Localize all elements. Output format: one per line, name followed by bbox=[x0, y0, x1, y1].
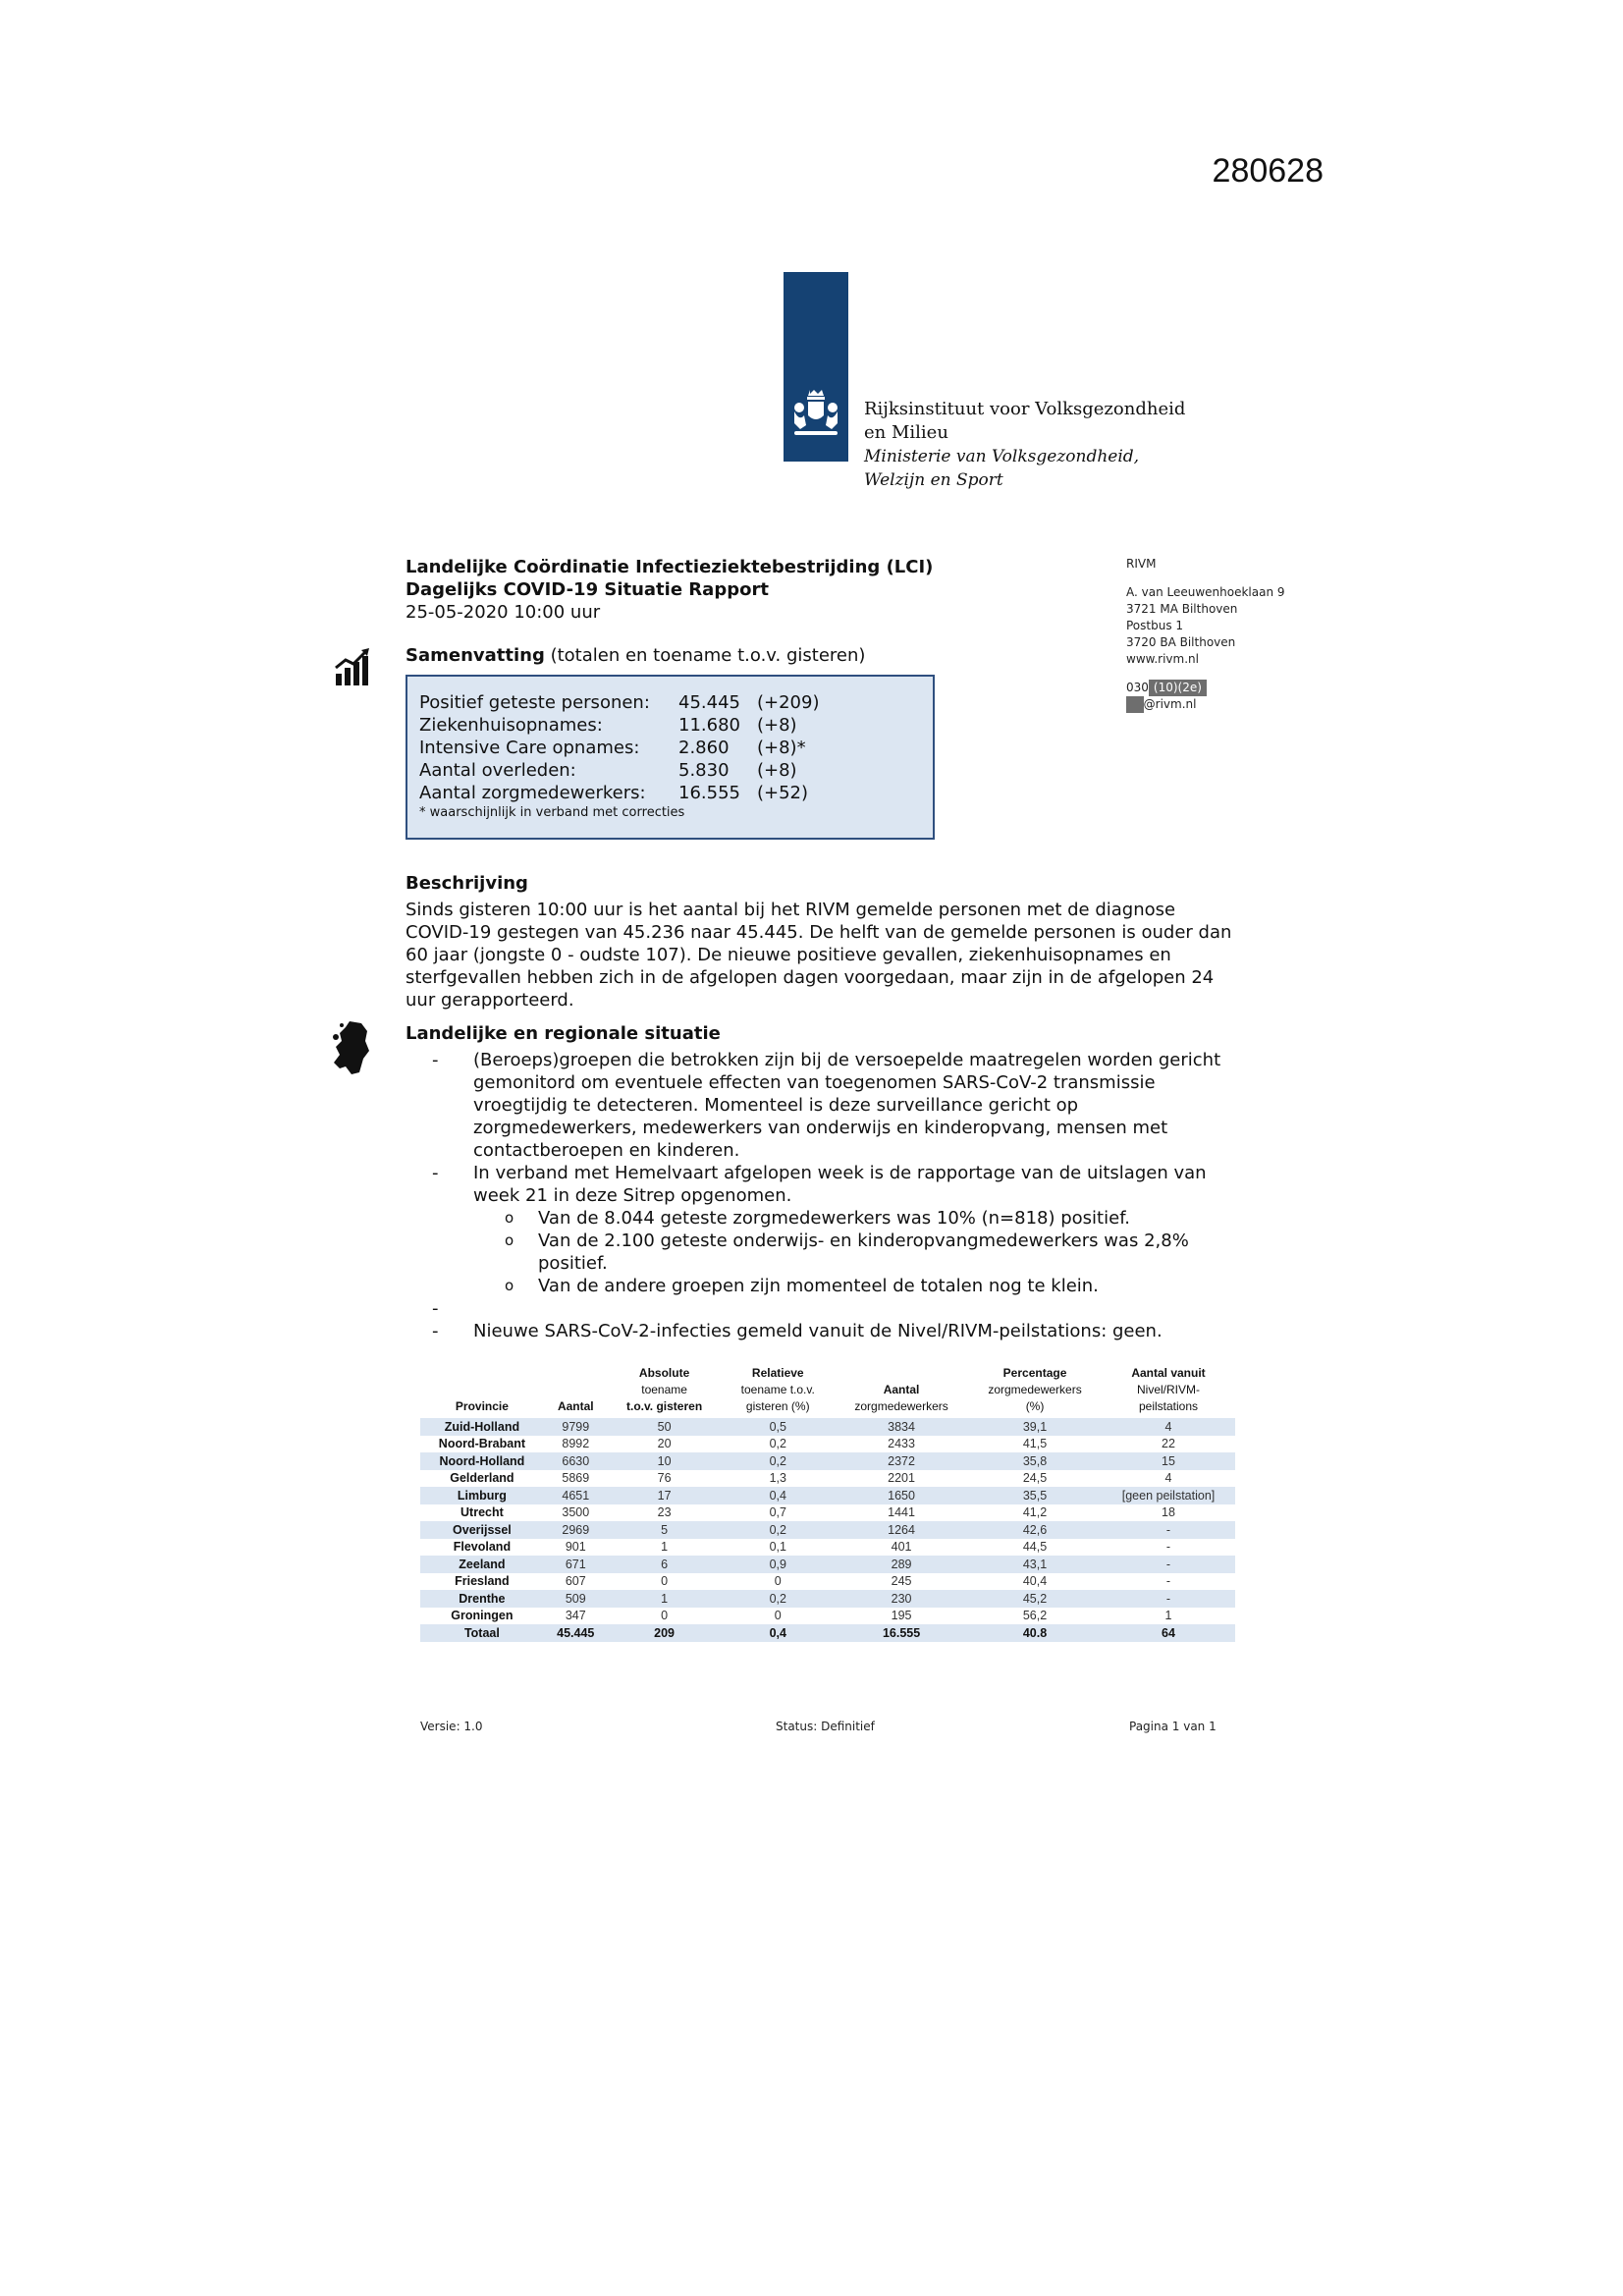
dash-marker: - bbox=[432, 1298, 439, 1319]
sub-list-item bbox=[432, 1275, 1247, 1297]
summary-delta: (+209) bbox=[757, 692, 820, 713]
circle-marker: o bbox=[505, 1231, 514, 1249]
footer-page: Pagina 1 van 1 bbox=[1129, 1720, 1217, 1733]
summary-row bbox=[419, 714, 797, 737]
table-row: Friesland 607 0 0 245 40,4 - bbox=[455, 1574, 1171, 1589]
description-title-text: Beschrijving bbox=[406, 873, 528, 894]
table-row: Groningen 347 0 0 195 56,2 1 bbox=[451, 1609, 1172, 1623]
report-date: 25-05-2020 10:00 uur bbox=[406, 602, 601, 623]
situation-title bbox=[406, 1022, 721, 1045]
summary-delta: (+8) bbox=[757, 760, 797, 781]
document-number: 280628 bbox=[1212, 152, 1324, 190]
summary-delta: (+52) bbox=[757, 783, 809, 803]
summary-title bbox=[406, 645, 865, 666]
list-item-text: (Beroeps)groepen die betrokken zijn bij de versoepelde maatregelen worden gericht gemonitord om eventuele effecten van toegenomen SARS-CoV-2 transmissie vroegtijdig te detecteren. Momenteel is deze surveillance gericht op zorgmedewerkers, medewerkers van onderwijs en kinderopvang, mensen met contactberoepen en kinderen. bbox=[473, 1050, 1221, 1161]
address-block bbox=[1126, 556, 1285, 713]
sub-list-item-text: Van de 2.100 geteste onderwijs- en kinderopvangmedewerkers was 2,8% positief. bbox=[538, 1230, 1189, 1274]
circle-marker: o bbox=[505, 1209, 514, 1227]
summary-box bbox=[406, 675, 935, 840]
col-percentage: Percentage zorgmedewerkers (%) bbox=[988, 1366, 1082, 1413]
table-row: Gelderland 5869 76 1,3 2201 24,5 4 bbox=[450, 1471, 1172, 1486]
coat-of-arms-icon bbox=[790, 390, 841, 439]
table-row: Zeeland 671 6 0,9 289 43,1 - bbox=[420, 1556, 1235, 1573]
col-aantal: Aantal bbox=[557, 1399, 594, 1413]
table-row: Overijssel 2969 5 0,2 1264 42,6 - bbox=[420, 1521, 1235, 1539]
province-table bbox=[420, 1365, 1235, 1642]
col-absolute: Absolute toename t.o.v. gisteren bbox=[626, 1366, 703, 1413]
summary-label: Aantal overleden: bbox=[419, 760, 576, 781]
summary-value: 16.555 bbox=[678, 783, 740, 803]
address-phone bbox=[1126, 680, 1285, 696]
description-text: Sinds gisteren 10:00 uur is het aantal bij het RIVM gemelde personen met de diagnose COVID-19 gestegen van 45.236 naar 45.445. De helft van de gemelde personen is ouder dan 60 jaar (jongste 0 - oudste 107). De nieuwe positieve gevallen, ziekenhuisopnames en sterfgevallen hebben zich in de afgelopen dagen voorgedaan, maar zijn in de afgelopen 24 uur gerapporteerd. bbox=[406, 900, 1232, 1011]
redaction-label: (10)(2e) bbox=[1149, 680, 1207, 696]
summary-label: Intensive Care opnames: bbox=[419, 738, 640, 758]
situation-title-text: Landelijke en regionale situatie bbox=[406, 1023, 721, 1044]
summary-row bbox=[419, 737, 806, 759]
phone-prefix: 030 bbox=[1126, 681, 1149, 694]
table-row: Noord-Brabant 8992 20 0,2 2433 41,5 22 bbox=[438, 1437, 1175, 1451]
address-email bbox=[1126, 696, 1285, 713]
netherlands-map-icon bbox=[332, 1019, 371, 1078]
logo-line-2: en Milieu bbox=[864, 422, 948, 443]
col-nivel: Aantal vanuit Nivel/RIVM- peilstations bbox=[1131, 1366, 1206, 1413]
organisation-logo-text bbox=[864, 398, 1185, 492]
dash-marker: - bbox=[432, 1050, 439, 1070]
table-row: Noord-Holland 6630 10 0,2 2372 35,8 15 bbox=[420, 1452, 1235, 1470]
summary-value: 5.830 bbox=[678, 760, 730, 781]
description-title bbox=[406, 872, 528, 895]
table-row: Limburg 4651 17 0,4 1650 35,5 [geen peilstation] bbox=[420, 1487, 1235, 1504]
sub-list-item-text: Van de andere groepen zijn momenteel de totalen nog te klein. bbox=[538, 1276, 1099, 1296]
table-row: Flevoland 901 1 0,1 401 44,5 - bbox=[453, 1540, 1171, 1555]
header-org: Landelijke Coördinatie Infectieziektebestrijding (LCI) bbox=[406, 557, 934, 577]
dash-marker: - bbox=[432, 1321, 439, 1341]
circle-marker: o bbox=[505, 1277, 514, 1294]
table-total-row: Totaal 45.445 209 0,4 16.555 40.8 64 bbox=[420, 1624, 1235, 1642]
footer-version: Versie: 1.0 bbox=[420, 1720, 483, 1733]
summary-value: 45.445 bbox=[678, 692, 740, 713]
redacted-block bbox=[1126, 696, 1144, 713]
summary-delta: (+8) bbox=[757, 715, 797, 736]
summary-label: Positief geteste personen: bbox=[419, 692, 650, 713]
logo-line-3: Ministerie van Volksgezondheid, bbox=[864, 447, 1140, 466]
list-item-text: Nieuwe SARS-CoV-2-infecties gemeld vanuit de Nivel/RIVM-peilstations: geen. bbox=[473, 1321, 1163, 1341]
list-item bbox=[432, 1320, 1247, 1342]
col-provincie: Provincie bbox=[455, 1399, 509, 1413]
list-item-empty bbox=[432, 1297, 1247, 1320]
logo-line-4: Welzijn en Sport bbox=[864, 470, 1003, 490]
logo-line-1: Rijksinstituut voor Volksgezondheid bbox=[864, 399, 1186, 419]
address-city: 3721 MA Bilthoven bbox=[1126, 602, 1238, 616]
summary-value: 2.860 bbox=[678, 738, 730, 758]
address-website[interactable]: www.rivm.nl bbox=[1126, 652, 1199, 666]
situation-list bbox=[432, 1049, 1247, 1342]
report-title: Dagelijks COVID-19 Situatie Rapport bbox=[406, 579, 769, 600]
address-pocity: 3720 BA Bilthoven bbox=[1126, 635, 1236, 649]
summary-row bbox=[419, 782, 808, 804]
report-header bbox=[406, 556, 933, 624]
list-item bbox=[432, 1049, 1247, 1162]
sub-list-item bbox=[432, 1207, 1247, 1230]
table-row: Zuid-Holland 9799 50 0,5 3834 39,1 4 bbox=[420, 1418, 1235, 1436]
summary-value: 11.680 bbox=[678, 715, 740, 736]
summary-note: * waarschijnlijk in verband met correcties bbox=[419, 805, 685, 820]
address-street: A. van Leeuwenhoeklaan 9 bbox=[1126, 585, 1285, 599]
footer-status: Status: Definitief bbox=[776, 1720, 875, 1733]
email-suffix: @rivm.nl bbox=[1143, 697, 1197, 711]
summary-row bbox=[419, 759, 797, 782]
list-item-text: In verband met Hemelvaart afgelopen week is de rapportage van de uitslagen van week 21 in deze Sitrep opgenomen. bbox=[473, 1163, 1207, 1206]
rijksoverheid-logo-bar bbox=[784, 272, 848, 462]
statistics-chart-icon bbox=[334, 648, 373, 687]
address-pobox: Postbus 1 bbox=[1126, 619, 1184, 632]
table-row: Utrecht 3500 23 0,7 1441 41,2 18 bbox=[460, 1505, 1175, 1520]
list-item bbox=[432, 1162, 1247, 1207]
sub-list-item-text: Van de 8.044 geteste zorgmedewerkers was 10% (n=818) positief. bbox=[538, 1208, 1130, 1229]
summary-delta: (+8)* bbox=[757, 738, 806, 758]
summary-row bbox=[419, 691, 819, 714]
col-zorgmedewerkers: Aantal zorgmedewerkers bbox=[854, 1383, 948, 1413]
sub-list-item bbox=[432, 1230, 1247, 1275]
table-row: Drenthe 509 1 0,2 230 45,2 - bbox=[420, 1590, 1235, 1608]
dash-marker: - bbox=[432, 1163, 439, 1183]
summary-label: Aantal zorgmedewerkers: bbox=[419, 783, 646, 803]
summary-title-rest: (totalen en toename t.o.v. gisteren) bbox=[550, 645, 866, 666]
col-relatieve: Relatieve toename t.o.v. gisteren (%) bbox=[740, 1366, 815, 1413]
address-org: RIVM bbox=[1126, 557, 1157, 571]
summary-label: Ziekenhuisopnames: bbox=[419, 715, 603, 736]
summary-title-bold: Samenvatting bbox=[406, 645, 545, 666]
table-header-row bbox=[420, 1365, 1235, 1418]
